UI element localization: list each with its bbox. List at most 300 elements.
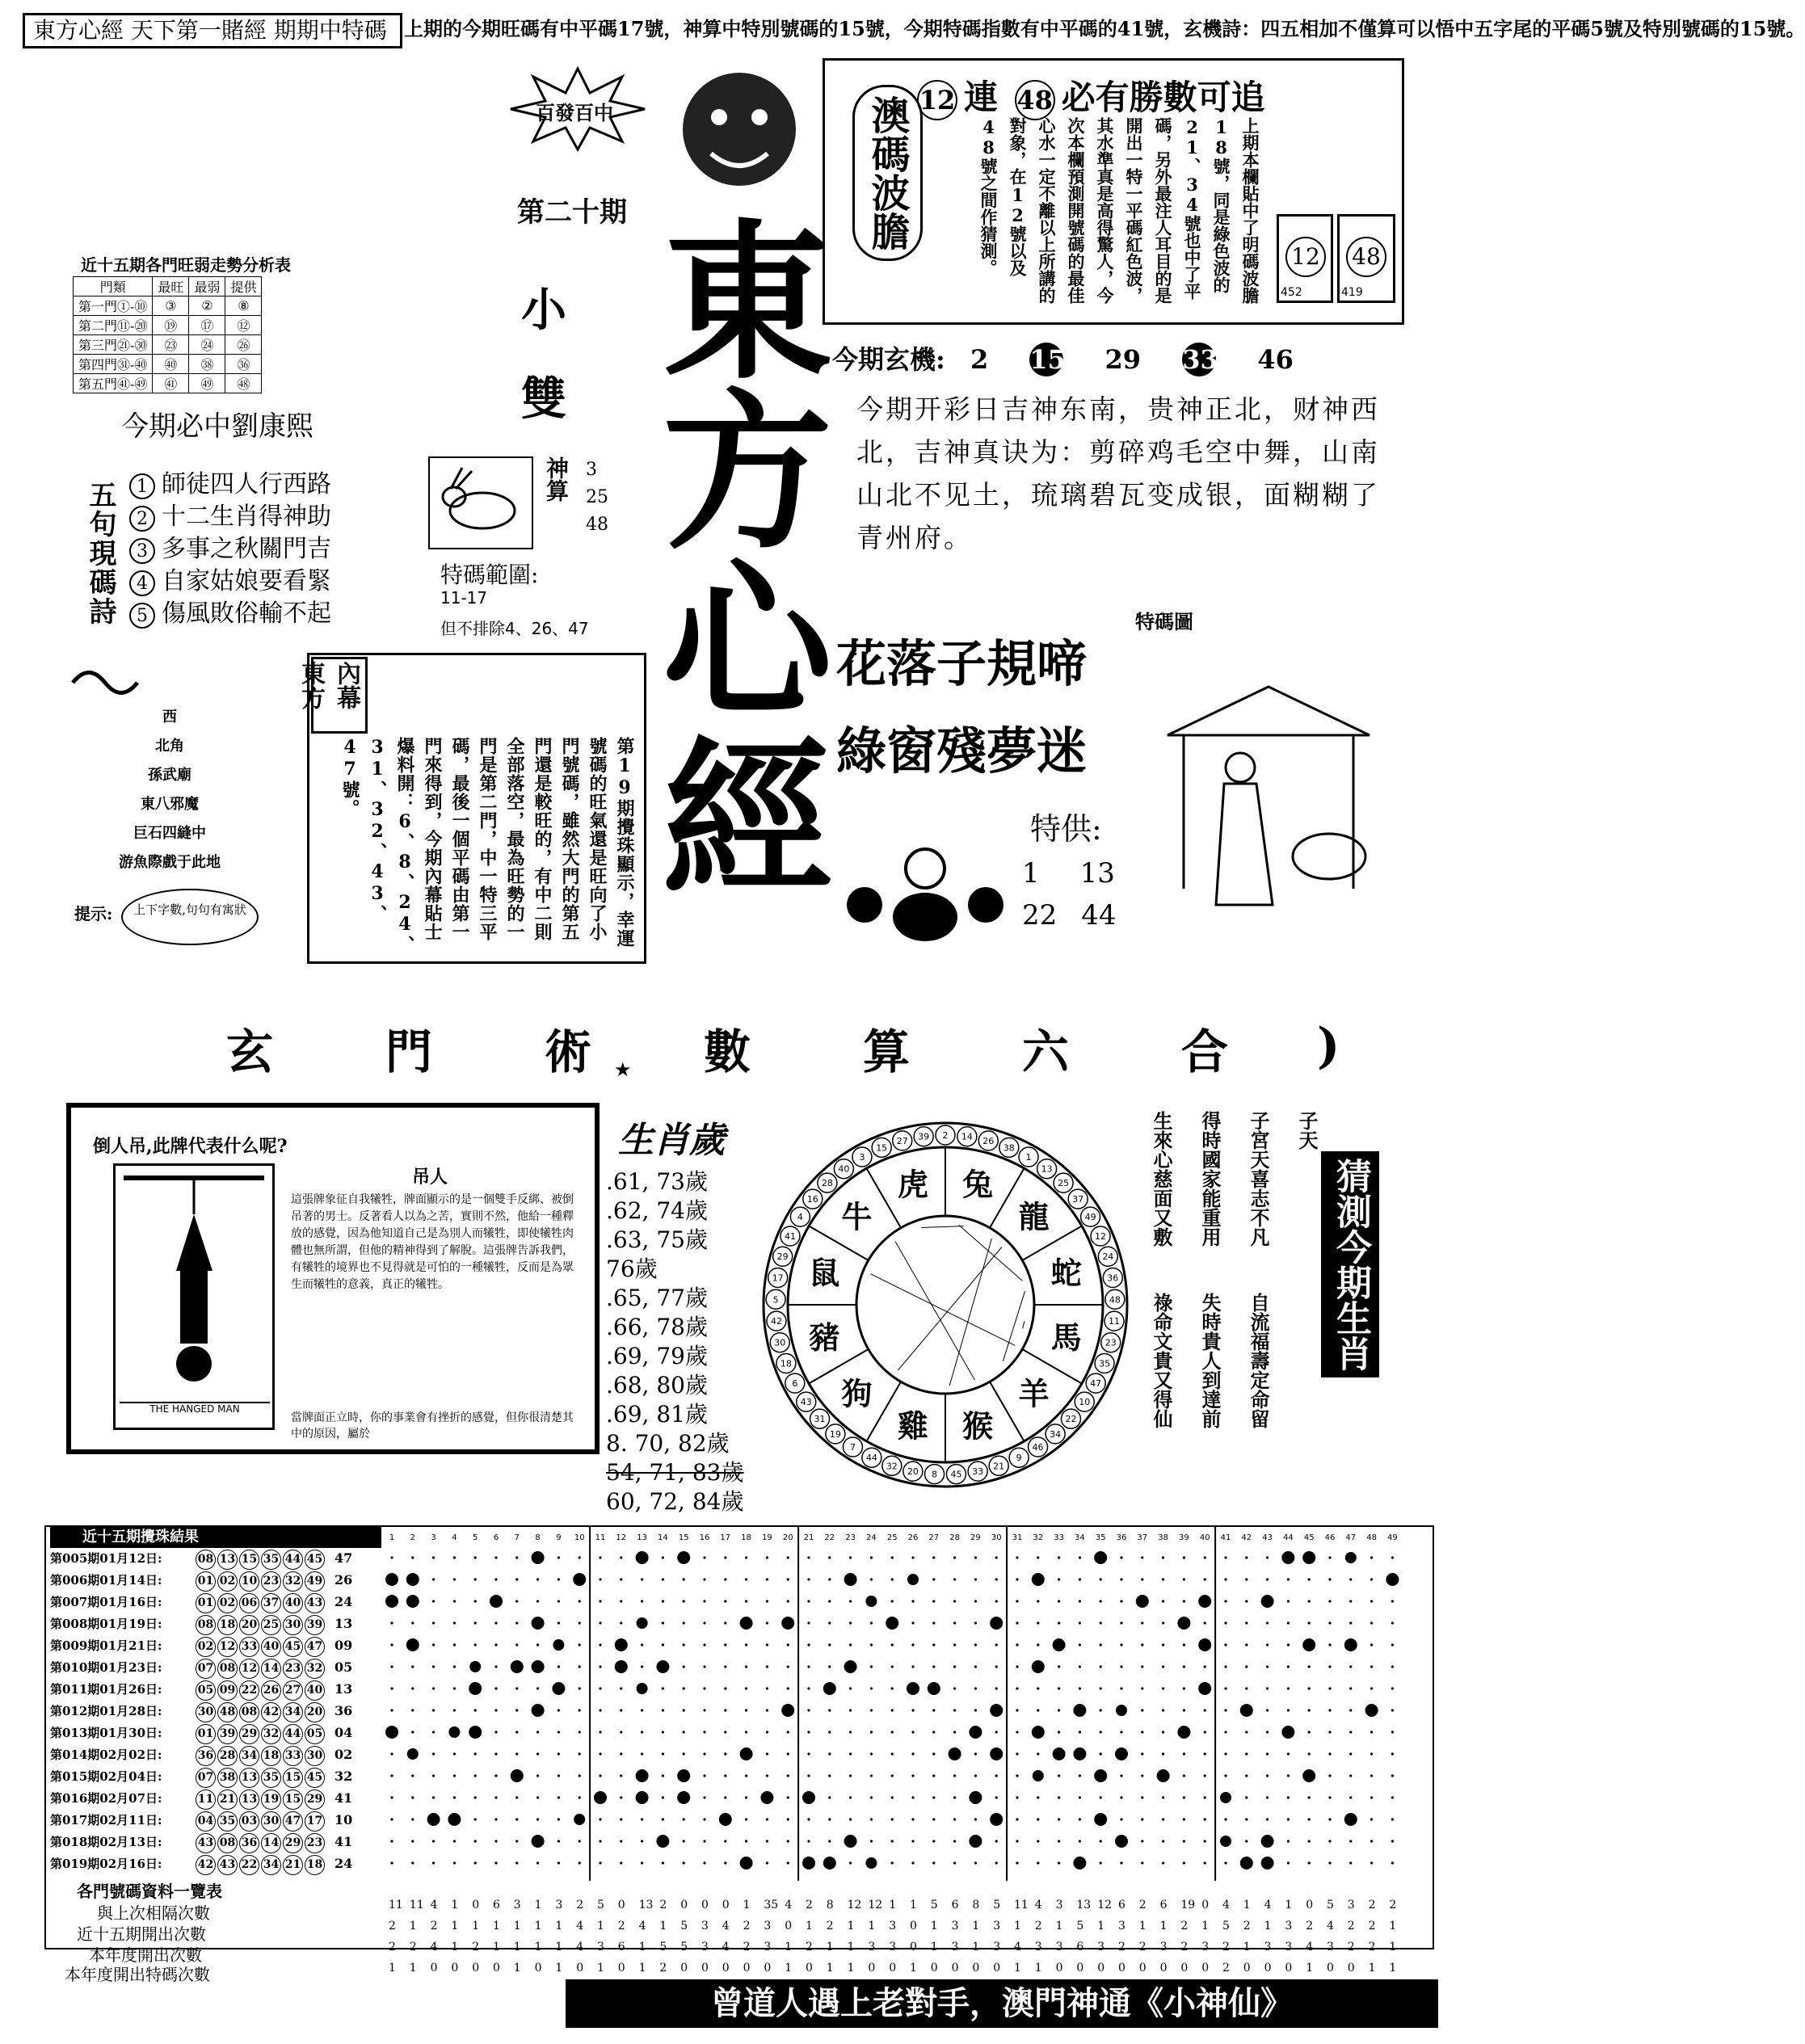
result-row-label: 第009期01月21日: <box>50 1638 162 1653</box>
grid-dot <box>724 1578 726 1580</box>
stats-cell: 1 <box>847 1962 855 1975</box>
grid-dot <box>703 1600 705 1602</box>
grid-dot <box>787 1687 789 1689</box>
insider-tag-2: 東方 <box>297 661 325 709</box>
special-supply-num: 22 <box>1022 899 1058 932</box>
grid-dot <box>1100 1687 1102 1689</box>
poem-line-text: 傷風敗俗輸不起 <box>162 599 331 628</box>
stats-cell: 1 <box>1368 1962 1376 1975</box>
stats-cell: 4 <box>430 1899 438 1912</box>
stats-cell: 1 <box>1097 1920 1105 1933</box>
grid-dot <box>620 1621 622 1624</box>
grid-dot <box>1204 1621 1206 1624</box>
grid-dot <box>745 1556 747 1558</box>
trend-cell: ⑫ <box>225 316 262 335</box>
result-number: 39 <box>217 1724 238 1744</box>
grid-dot <box>1349 1709 1352 1711</box>
grid-dot <box>891 1687 894 1689</box>
grid-ball <box>844 1835 857 1848</box>
grid-dot <box>1058 1621 1060 1624</box>
grid-dot <box>474 1556 477 1558</box>
grid-column-number: 18 <box>741 1533 751 1542</box>
grid-column-number: 38 <box>1158 1533 1168 1542</box>
ticket-b-num: 48 <box>1346 237 1386 277</box>
stats-cell: 4 <box>1306 1941 1314 1954</box>
age-line: .68, 80歲 <box>606 1372 708 1398</box>
special-range-except: 但不排除4、26、47 <box>440 619 589 638</box>
grid-dot <box>1266 1621 1269 1624</box>
stats-cell: 1 <box>1138 1920 1147 1933</box>
grid-dot <box>641 1752 643 1755</box>
grid-dot <box>1120 1643 1122 1646</box>
grid-ball <box>1177 1726 1190 1739</box>
grid-dot <box>1328 1665 1331 1668</box>
grid-dot <box>515 1643 518 1646</box>
stats-cell: 1 <box>847 1920 855 1933</box>
grid-dot <box>1120 1818 1122 1820</box>
tarot-card <box>113 1163 275 1430</box>
grid-dot <box>911 1621 914 1624</box>
poem-line <box>129 533 331 566</box>
trend-table-row <box>74 374 262 393</box>
grid-dot <box>849 1600 852 1602</box>
grid-dot <box>766 1818 768 1820</box>
grid-dot <box>1370 1665 1373 1668</box>
grid-dot <box>870 1731 873 1733</box>
grid-dot <box>683 1709 685 1711</box>
result-number: 37 <box>261 1593 281 1613</box>
guess-zodiac-tag: 猜測今期生肖 <box>1321 1151 1379 1377</box>
band-char: 合 <box>1180 1024 1228 1079</box>
result-number: 21 <box>217 1790 238 1810</box>
grid-dot <box>474 1796 477 1798</box>
trend-cell: ㊱ <box>225 355 262 374</box>
wheel-number: 5 <box>772 1294 779 1306</box>
result-row <box>50 1768 352 1790</box>
grid-dot <box>390 1840 393 1842</box>
grid-dot <box>1224 1643 1226 1646</box>
stats-cell: 2 <box>1138 1899 1147 1912</box>
grid-ball <box>802 1791 815 1804</box>
result-special: 02 <box>334 1747 353 1762</box>
stats-cell: 2 <box>389 1941 396 1954</box>
grid-dot <box>891 1731 894 1733</box>
grid-dot <box>620 1556 622 1558</box>
grid-ball <box>385 1573 398 1586</box>
stats-cell: 4 <box>785 1899 793 1912</box>
grid-dot <box>745 1687 747 1689</box>
grid-dot <box>599 1709 601 1711</box>
grid-dot <box>1224 1578 1226 1580</box>
stats-cell: 1 <box>659 1920 667 1933</box>
wheel-number: 9 <box>1016 1453 1022 1464</box>
grid-dot <box>432 1556 435 1558</box>
stats-cell: 1 <box>930 1920 938 1933</box>
grid-dot <box>1162 1840 1164 1842</box>
wheel-number: 17 <box>772 1272 784 1284</box>
grid-dot <box>870 1774 873 1777</box>
grid-dot <box>891 1774 894 1777</box>
grid-dot <box>620 1709 622 1711</box>
grid-dot <box>1141 1709 1143 1711</box>
grid-dot <box>953 1556 956 1558</box>
stats-cell: 0 <box>743 1962 751 1975</box>
result-number: 45 <box>305 1768 325 1788</box>
header-summary: 上期的今期旺碼有中平碼17號，神算中特別號碼的15號，今期特碼指數有中平碼的41號，玄機詩：四五相加不僅算可以悟中五字尾的平碼5號及特別號碼的15號。 <box>404 17 1805 40</box>
wheel-number: 31 <box>814 1414 826 1425</box>
ticket-a-code: 452 <box>1281 286 1302 299</box>
grid-column-number: 25 <box>886 1533 898 1542</box>
grid-dot <box>1224 1752 1226 1755</box>
grid-dot <box>1245 1796 1248 1798</box>
wheel-number: 4 <box>797 1212 803 1223</box>
grid-dot <box>1349 1621 1352 1624</box>
grid-dot <box>703 1731 705 1733</box>
result-row-label: 第019期02月16日: <box>50 1857 162 1871</box>
stats-cell: 2 <box>1180 1920 1189 1933</box>
grid-ball <box>427 1813 440 1826</box>
special-pic-label: 特碼圖 <box>1135 611 1193 633</box>
result-number: 02 <box>217 1571 238 1592</box>
grid-dot <box>620 1774 622 1777</box>
grid-dot <box>766 1840 768 1842</box>
grid-special-ball <box>1116 1705 1127 1716</box>
grid-dot <box>1391 1840 1394 1842</box>
stats-cell: 2 <box>1347 1920 1355 1933</box>
grid-column-number: 3 <box>431 1533 436 1542</box>
result-number: 29 <box>283 1833 303 1853</box>
grid-dot <box>932 1578 935 1580</box>
grid-column-number: 44 <box>1283 1533 1294 1542</box>
stats-cell: 2 <box>806 1899 813 1912</box>
grid-dot <box>932 1665 935 1668</box>
macau-num-b: 48 <box>1015 80 1055 120</box>
result-special: 32 <box>334 1769 353 1784</box>
wheel-number: 45 <box>950 1469 962 1480</box>
grid-dot <box>1266 1687 1269 1689</box>
grid-ball <box>740 1617 753 1630</box>
stats-cell: 1 <box>1201 1920 1210 1933</box>
grid-dot <box>683 1687 685 1689</box>
grid-dot <box>494 1752 497 1755</box>
result-row-label: 第005期01月12日: <box>50 1551 162 1566</box>
grid-ball <box>969 1726 982 1739</box>
stats-cell: 5 <box>597 1899 604 1912</box>
grid-dot <box>807 1621 810 1624</box>
stats-cell: 1 <box>638 1962 646 1975</box>
grid-ball <box>532 1551 545 1564</box>
stats-cell: 1 <box>868 1920 876 1933</box>
grid-dot <box>494 1861 497 1864</box>
grid-dot <box>724 1556 726 1558</box>
flower-line-2: 綠窗殘夢迷 <box>836 721 1088 780</box>
grid-dot <box>1245 1774 1248 1777</box>
result-number: 02 <box>196 1637 216 1657</box>
grid-dot <box>1120 1861 1122 1864</box>
grid-column-number: 20 <box>782 1533 793 1542</box>
stats-cell: 1 <box>1243 1941 1251 1954</box>
tarot-panel-title: 吊人 <box>412 1167 448 1188</box>
grid-special-ball <box>1345 1552 1357 1563</box>
result-number: 27 <box>283 1680 303 1701</box>
trend-table-row <box>74 316 262 335</box>
stats-cell: 0 <box>472 1899 480 1912</box>
trend-table-row <box>74 355 262 374</box>
stats-label: 本年度開出特碼次數 <box>65 1965 210 1984</box>
stats-cell: 1 <box>555 1920 563 1933</box>
grid-ball <box>1344 1813 1357 1826</box>
trend-table <box>73 276 262 393</box>
grid-dot <box>1058 1774 1060 1777</box>
grid-dot <box>1204 1556 1206 1558</box>
grid-dot <box>662 1621 664 1624</box>
grid-dot <box>1162 1752 1164 1755</box>
grid-dot <box>891 1840 894 1842</box>
grid-column-number: 29 <box>970 1533 981 1542</box>
grid-ball <box>406 1595 419 1608</box>
grid-dot <box>995 1578 998 1580</box>
grid-dot <box>1162 1621 1164 1624</box>
macau-heading-pre: 連 <box>964 78 999 117</box>
stats-cell: 11 <box>389 1899 403 1912</box>
grid-dot <box>453 1840 456 1842</box>
grid-special-ball <box>574 1814 585 1825</box>
wheel-number: 48 <box>1109 1294 1121 1306</box>
grid-dot <box>1245 1643 1248 1646</box>
result-row <box>50 1724 352 1746</box>
grid-dot <box>474 1861 477 1864</box>
grid-dot <box>453 1752 456 1755</box>
grid-dot <box>787 1861 789 1864</box>
grid-dot <box>807 1643 810 1646</box>
wheel-number: 23 <box>1104 1337 1117 1348</box>
grid-dot <box>579 1796 581 1798</box>
grid-column-number: 14 <box>658 1533 668 1542</box>
grid-dot <box>390 1796 393 1798</box>
grid-dot <box>683 1643 685 1646</box>
ticket-a-num: 12 <box>1285 237 1326 277</box>
grid-dot <box>1391 1709 1394 1711</box>
grid-dot <box>1204 1818 1206 1820</box>
grid-dot <box>1287 1818 1290 1820</box>
stats-cell: 0 <box>1055 1962 1063 1975</box>
grid-dot <box>411 1687 414 1689</box>
grid-dot <box>828 1556 831 1558</box>
title-char-2: 方 <box>663 372 833 572</box>
grid-dot <box>1016 1665 1018 1668</box>
grid-dot <box>995 1840 998 1842</box>
grid-dot <box>911 1665 914 1668</box>
ornament-icon <box>69 662 141 703</box>
stats-cell: 12 <box>1097 1899 1113 1912</box>
stats-cell: 2 <box>1180 1941 1189 1954</box>
poem-line-text: 師徒四人行西路 <box>162 470 331 498</box>
grid-dot <box>870 1621 873 1624</box>
stats-cell: 5 <box>659 1941 667 1954</box>
grid-dot <box>1016 1687 1018 1689</box>
stats-cell: 0 <box>451 1962 459 1975</box>
grid-dot <box>766 1643 768 1646</box>
stats-cell: 1 <box>1306 1962 1314 1975</box>
wheel-number: 44 <box>865 1453 877 1464</box>
grid-dot <box>494 1840 497 1842</box>
grid-dot <box>745 1796 747 1798</box>
grid-dot <box>662 1600 664 1602</box>
grid-dot <box>1162 1578 1164 1580</box>
grid-dot <box>620 1578 622 1580</box>
grid-dot <box>870 1818 873 1820</box>
result-number: 12 <box>239 1659 259 1679</box>
grid-ball <box>823 1682 836 1695</box>
trend-header-cell: 提供 <box>225 277 262 297</box>
grid-ball <box>781 1704 794 1717</box>
wheel-animal: 牛 <box>841 1198 873 1235</box>
stats-cell: 3 <box>889 1920 897 1933</box>
grid-dot <box>1349 1774 1352 1777</box>
wheel-number: 35 <box>1099 1358 1111 1369</box>
grid-dot <box>1349 1600 1352 1602</box>
grid-dot <box>1308 1621 1311 1624</box>
result-number: 34 <box>239 1746 259 1766</box>
grid-dot <box>1224 1665 1226 1668</box>
grid-dot <box>515 1621 518 1624</box>
grid-dot <box>1037 1621 1039 1624</box>
grid-dot <box>1245 1818 1248 1820</box>
stats-cell: 3 <box>868 1941 876 1954</box>
shensuan-value: 3 <box>586 460 597 480</box>
grid-dot <box>557 1796 560 1798</box>
stats-cell: 1 <box>1285 1899 1293 1912</box>
grid-dot <box>432 1840 435 1842</box>
trend-cell: ㉔ <box>189 335 225 355</box>
result-special: 10 <box>334 1812 353 1827</box>
grid-dot <box>1141 1818 1143 1820</box>
grid-special-ball <box>865 1857 877 1869</box>
result-number: 34 <box>283 1702 303 1722</box>
stats-cell: 1 <box>1389 1962 1397 1975</box>
poem-line <box>129 501 331 533</box>
grid-dot <box>1183 1796 1185 1798</box>
stats-cell: 2 <box>1347 1941 1355 1954</box>
stats-cell: 0 <box>1201 1962 1210 1975</box>
grid-ball <box>969 1791 982 1804</box>
grid-dot <box>1016 1796 1018 1798</box>
grid-dot <box>390 1556 393 1558</box>
grid-dot <box>599 1578 601 1580</box>
grid-dot <box>1245 1840 1248 1842</box>
grid-dot <box>995 1600 998 1602</box>
zodiac-wheel <box>759 1119 1131 1491</box>
stats-cell: 1 <box>785 1962 793 1975</box>
grid-dot <box>1079 1731 1081 1733</box>
grid-dot <box>703 1774 705 1777</box>
grid-dot <box>1287 1643 1290 1646</box>
wheel-animal: 雞 <box>897 1407 928 1445</box>
grid-ball <box>490 1595 503 1608</box>
stats-cell: 3 <box>951 1920 959 1933</box>
grid-dot <box>1058 1665 1060 1668</box>
grid-dot <box>745 1840 747 1842</box>
stats-cell: 2 <box>1034 1920 1042 1933</box>
grid-dot <box>1266 1774 1269 1777</box>
poem-line <box>129 598 331 630</box>
grid-dot <box>787 1774 789 1777</box>
stats-cell: 2 <box>1222 1941 1230 1954</box>
stats-cell: 3 <box>764 1941 772 1954</box>
grid-dot <box>849 1643 852 1646</box>
grid-ball <box>1198 1638 1211 1651</box>
stats-cell: 1 <box>826 1962 834 1975</box>
wheel-number: 29 <box>776 1251 789 1263</box>
grid-dot <box>1141 1731 1143 1733</box>
grid-dot <box>1162 1556 1164 1558</box>
grid-dot <box>474 1621 477 1624</box>
grid-dot <box>515 1600 518 1602</box>
grid-dot <box>1308 1818 1311 1820</box>
grid-dot <box>995 1665 998 1668</box>
grid-ball <box>406 1638 419 1651</box>
grid-dot <box>1204 1578 1206 1580</box>
grid-dot <box>557 1600 560 1602</box>
grid-ball <box>385 1595 398 1608</box>
grid-dot <box>557 1621 560 1624</box>
grid-ball <box>740 1747 753 1760</box>
grid-column-number: 35 <box>1095 1533 1106 1542</box>
grid-dot <box>1016 1774 1018 1777</box>
grid-dot <box>1037 1643 1039 1646</box>
grid-column-number: 16 <box>699 1533 710 1542</box>
grid-column-number: 48 <box>1366 1533 1377 1542</box>
grid-dot <box>1370 1752 1373 1755</box>
grid-dot <box>703 1556 705 1558</box>
grid-dot <box>411 1861 414 1864</box>
special-supply-nums <box>1022 852 1117 936</box>
grid-dot <box>911 1600 914 1602</box>
grid-dot <box>411 1621 414 1624</box>
stats-cell: 0 <box>930 1962 938 1975</box>
grid-dot <box>1016 1643 1018 1646</box>
wheel-number: 8 <box>932 1469 938 1480</box>
grid-dot <box>911 1796 914 1798</box>
stats-cell: 0 <box>1076 1962 1084 1975</box>
grid-ball <box>511 1660 524 1673</box>
grid-column-number: 8 <box>535 1533 541 1542</box>
result-number: 12 <box>217 1637 238 1657</box>
grid-dot <box>536 1774 539 1777</box>
trend-cell: 第五門㊶-㊾ <box>74 374 153 393</box>
grid-dot <box>787 1752 789 1755</box>
grid-dot <box>807 1687 810 1689</box>
grid-dot <box>1391 1818 1394 1820</box>
stats-cell: 3 <box>701 1920 709 1933</box>
wheel-number: 33 <box>972 1466 984 1478</box>
special-range-label: 特碼範圍: <box>440 561 539 588</box>
grid-dot <box>1391 1687 1394 1689</box>
result-number: 23 <box>261 1571 281 1592</box>
grid-dot <box>703 1861 705 1864</box>
age-line: .61, 73歲 <box>606 1168 708 1195</box>
wheel-number: 38 <box>1003 1142 1015 1154</box>
grid-dot <box>1141 1621 1143 1624</box>
this-issue-numbers <box>832 339 1294 376</box>
grid-dot <box>953 1665 956 1668</box>
grid-dot <box>787 1731 789 1733</box>
grid-dot <box>1308 1578 1311 1580</box>
stats-cell: 2 <box>743 1941 751 1954</box>
wheel-number: 2 <box>942 1130 949 1141</box>
grid-dot <box>1016 1818 1018 1820</box>
grid-dot <box>766 1600 768 1602</box>
